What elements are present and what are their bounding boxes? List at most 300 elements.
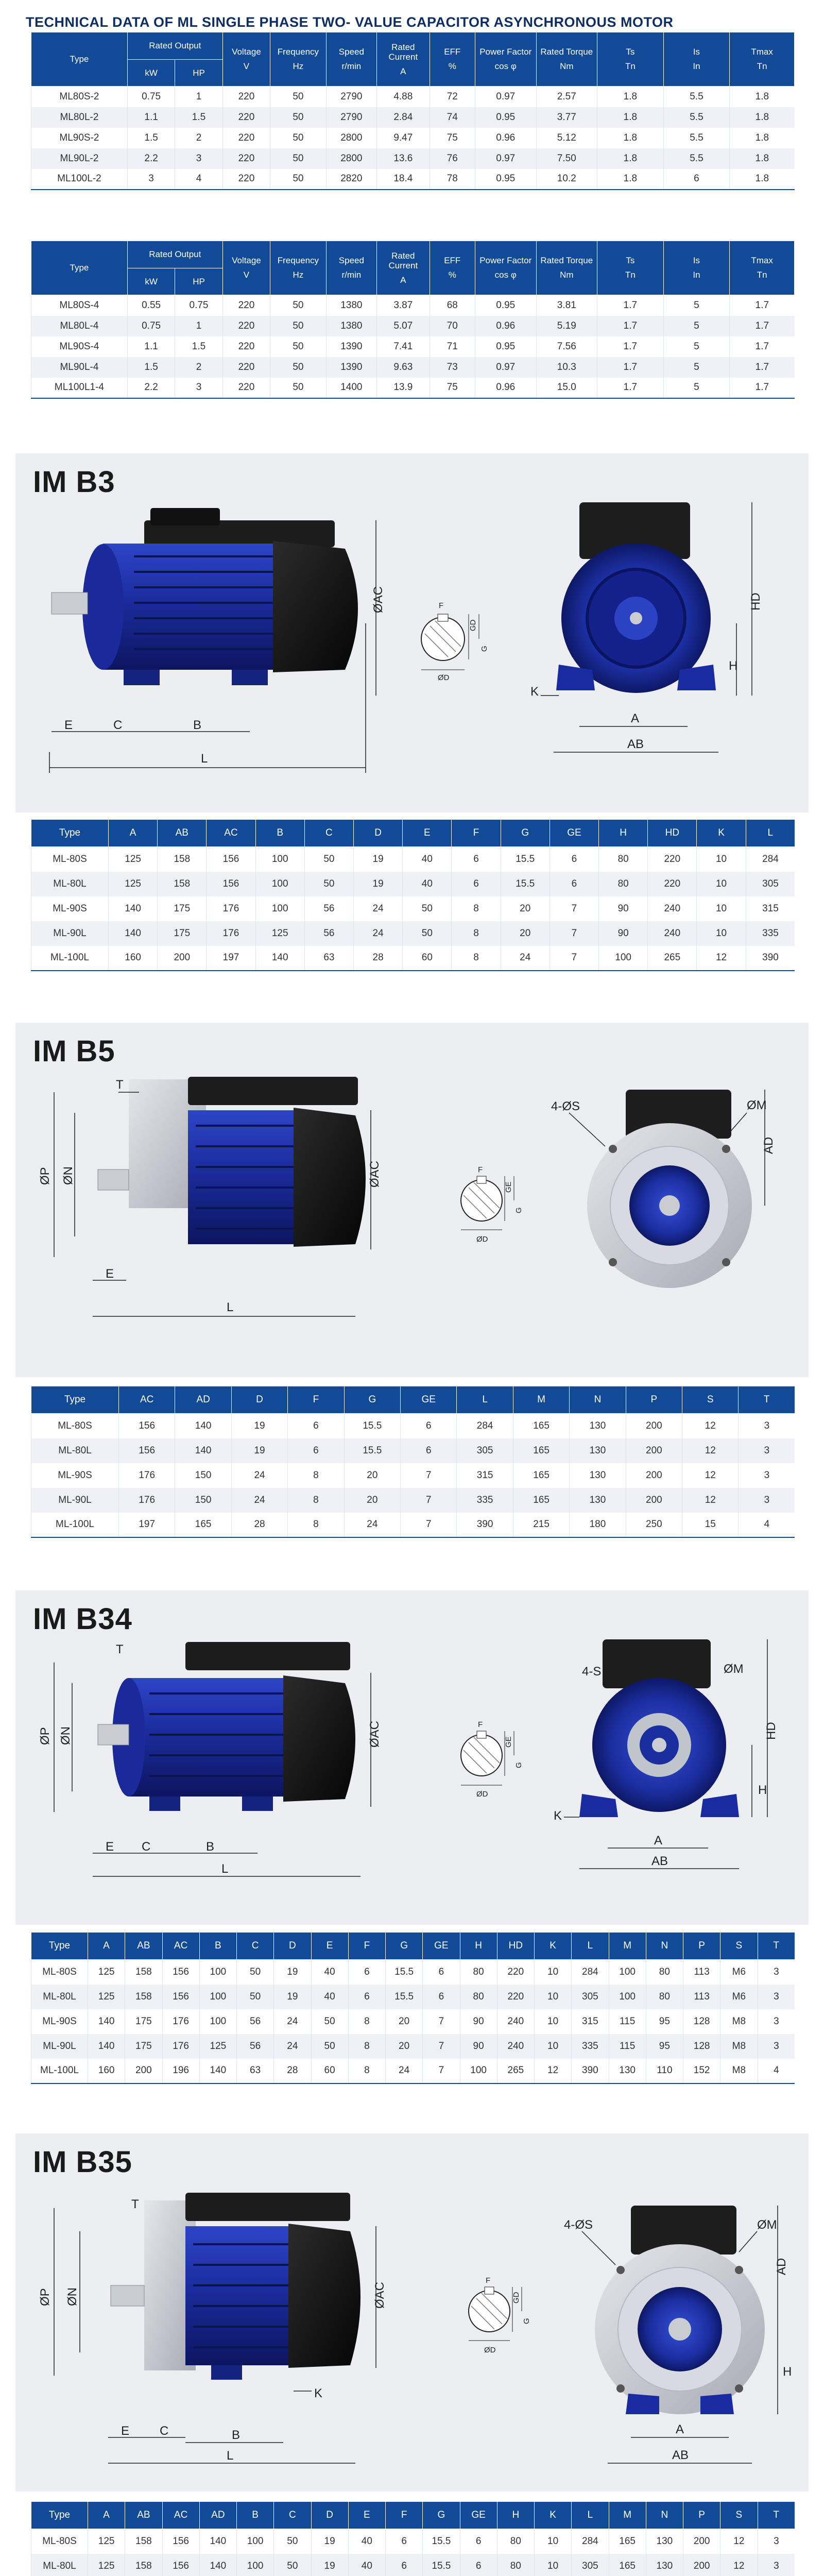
table-cell: 156 (207, 872, 255, 896)
b34-label-a: A (654, 1834, 663, 1848)
b34-label-ge: GE (504, 1736, 513, 1748)
b35-label-g: G (522, 2318, 531, 2324)
header-label: Rated Torque (540, 47, 593, 57)
table-cell: 95 (646, 2034, 683, 2059)
table-cell: ML90S-4 (31, 336, 128, 357)
table-cell: 284 (572, 2529, 609, 2554)
table-cell: 100 (460, 2059, 497, 2083)
b34-label-b: B (206, 1840, 215, 1854)
column-header-type: Type (31, 241, 128, 295)
tech-table-4pole (31, 241, 795, 399)
table-cell: 10 (535, 2034, 572, 2059)
column-header: AB (125, 1933, 162, 1960)
table-cell: 24 (344, 1513, 400, 1537)
table-cell: 390 (572, 2059, 609, 2083)
column-header: H (497, 2502, 534, 2529)
header-label: Speed (338, 47, 364, 57)
column-header: GE (550, 820, 598, 847)
table-cell: ML-90S (31, 896, 109, 921)
b35-dimension-table (31, 2501, 795, 2576)
table-cell: ML-90S (31, 2009, 88, 2034)
table-cell: 305 (572, 2554, 609, 2576)
column-header: T (758, 1933, 795, 1960)
table-cell: 197 (207, 946, 255, 971)
table-cell: 4 (739, 1513, 795, 1537)
table-cell: 3 (175, 148, 222, 169)
column-header: AB (125, 2502, 162, 2529)
table-cell: 113 (683, 1985, 720, 2009)
table-cell: 200 (683, 2529, 720, 2554)
table-row (31, 2529, 795, 2554)
table-cell: 19 (231, 1414, 287, 1438)
header-label: Ts (626, 256, 635, 266)
table-cell: 0.96 (475, 128, 536, 148)
table-cell: 1.8 (597, 169, 664, 190)
table-cell: 140 (175, 1438, 231, 1463)
b35-label-a: A (676, 2422, 684, 2436)
section-im-b3 (15, 453, 809, 812)
table-cell: 19 (274, 1960, 311, 1985)
b3-label-hd: HD (749, 592, 763, 611)
table-cell: 1.5 (175, 336, 222, 357)
table-cell: 220 (222, 295, 270, 316)
column-header: D (311, 2502, 348, 2529)
table-cell: 220 (222, 336, 270, 357)
table-cell: 1.7 (597, 357, 664, 378)
b5-dimension-table (31, 1386, 795, 1538)
table-row (31, 1960, 795, 1985)
table-cell: 125 (109, 872, 158, 896)
table-cell: 125 (88, 1960, 125, 1985)
table-cell: 125 (199, 2034, 236, 2059)
table-cell: 128 (683, 2034, 720, 2059)
table-cell: 1.7 (730, 336, 795, 357)
header-label: Voltage (232, 256, 261, 266)
table-cell: 76 (430, 148, 475, 169)
table-cell: 5 (663, 295, 730, 316)
column-header: S (720, 1933, 758, 1960)
table-cell: 20 (501, 896, 550, 921)
table-cell: 56 (237, 2034, 274, 2059)
table-cell: 3 (739, 1414, 795, 1438)
table-row (31, 1488, 795, 1513)
table-cell: 1.1 (127, 336, 175, 357)
table-cell: 15.5 (501, 872, 550, 896)
column-header: K (535, 1933, 572, 1960)
column-header (222, 32, 270, 87)
table-cell: 7 (550, 921, 598, 946)
table-cell: 50 (274, 2554, 311, 2576)
table-cell: 100 (609, 1985, 646, 2009)
table-cell: 2790 (326, 107, 376, 128)
table-cell: 50 (270, 169, 327, 190)
column-header: K (697, 820, 746, 847)
table-cell: 128 (683, 2009, 720, 2034)
table-cell: 158 (125, 1985, 162, 2009)
table-cell: 8 (288, 1513, 344, 1537)
table-cell: 80 (497, 2554, 534, 2576)
b35-drawings (15, 2133, 809, 2492)
table-cell: 6 (550, 872, 598, 896)
table-cell: 12 (682, 1438, 739, 1463)
table-cell: 5.07 (377, 316, 430, 336)
b3-label-c: C (113, 718, 123, 732)
table-cell: 140 (255, 946, 304, 971)
table-cell: 110 (646, 2059, 683, 2083)
table-cell: 165 (609, 2554, 646, 2576)
table-cell: ML-90L (31, 1488, 119, 1513)
b35-label-l: L (227, 2449, 234, 2463)
table-row (31, 1513, 795, 1537)
table-cell: 200 (125, 2059, 162, 2083)
b34-label-e: E (106, 1840, 114, 1854)
table-cell: 197 (119, 1513, 175, 1537)
column-header (430, 32, 475, 87)
header-label: Frequency (277, 47, 319, 57)
column-header: C (274, 2502, 311, 2529)
header-label: Tmax (751, 47, 773, 57)
column-header (270, 32, 327, 87)
table-cell: M8 (720, 2034, 758, 2059)
table-cell: 63 (304, 946, 353, 971)
table-cell: 100 (599, 946, 648, 971)
b5-label-n: ØN (61, 1166, 75, 1185)
table-cell: 75 (430, 378, 475, 398)
table-cell: 220 (222, 148, 270, 169)
column-header: F (288, 1386, 344, 1414)
table-cell: 8 (452, 921, 501, 946)
column-header-kw: kW (127, 60, 175, 87)
table-cell: 71 (430, 336, 475, 357)
b35-label-h: H (783, 2365, 792, 2379)
table-cell: 10 (535, 2529, 572, 2554)
b3-label-b: B (193, 718, 202, 732)
table-row (31, 896, 795, 921)
b34-label-hd: HD (764, 1722, 778, 1740)
table-cell: 7 (423, 2009, 460, 2034)
table-cell: 78 (430, 169, 475, 190)
column-header: M (609, 1933, 646, 1960)
table-cell: 2 (175, 357, 222, 378)
table-cell: 60 (311, 2059, 348, 2083)
table-cell: 3.87 (377, 295, 430, 316)
table-cell: 8 (288, 1463, 344, 1488)
table-cell: 156 (119, 1438, 175, 1463)
table-cell: ML-100L (31, 2059, 88, 2083)
table-cell: 1380 (326, 316, 376, 336)
table-cell: 80 (460, 1985, 497, 2009)
table-cell: M8 (720, 2059, 758, 2083)
table-row (31, 847, 795, 872)
table-cell: 158 (125, 2554, 162, 2576)
table-cell: 50 (270, 148, 327, 169)
column-header: G (501, 820, 550, 847)
table-cell: 335 (746, 921, 795, 946)
table-cell: 130 (570, 1438, 626, 1463)
table-cell: 7.50 (536, 148, 597, 169)
b35-label-f: F (486, 2276, 491, 2285)
table-cell: 240 (648, 896, 697, 921)
table-cell: 24 (231, 1463, 287, 1488)
table-cell: 220 (497, 1960, 534, 1985)
header-unit: V (243, 61, 250, 71)
b35-label-c: C (160, 2424, 169, 2438)
header-label: Rated Current (388, 250, 418, 271)
table-cell: 3 (758, 1985, 795, 2009)
header-label: Is (693, 47, 700, 57)
column-header: K (535, 2502, 572, 2529)
table-cell: 90 (599, 896, 648, 921)
table-cell: 19 (311, 2554, 348, 2576)
table-cell: 5.5 (663, 148, 730, 169)
column-header: P (626, 1386, 682, 1414)
table-cell: 90 (460, 2034, 497, 2059)
table-cell: 125 (88, 1985, 125, 2009)
table-cell: 50 (311, 2034, 348, 2059)
column-header: C (304, 820, 353, 847)
table-cell: 156 (162, 1960, 199, 1985)
table-cell: 56 (304, 896, 353, 921)
section-title: IM B35 (33, 2145, 132, 2179)
table-cell: 125 (88, 2554, 125, 2576)
b5-label-e: E (106, 1267, 114, 1281)
table-cell: 305 (457, 1438, 513, 1463)
b35-label-n: ØN (65, 2287, 79, 2306)
b5-side-view-motor (98, 1077, 366, 1247)
table-cell: 50 (237, 1960, 274, 1985)
table-row (31, 169, 795, 190)
table-cell: 156 (207, 847, 255, 872)
table-cell: 20 (386, 2009, 423, 2034)
table-cell: ML90L-2 (31, 148, 128, 169)
table-cell: 115 (609, 2034, 646, 2059)
header-label: Rated Current (388, 42, 418, 62)
table-cell: 100 (199, 2009, 236, 2034)
table-row (31, 1414, 795, 1438)
table-cell: 1.8 (597, 87, 664, 107)
table-row (31, 107, 795, 128)
table-cell: 1390 (326, 336, 376, 357)
header-label: Is (693, 256, 700, 266)
b3-label-ab: AB (627, 737, 644, 751)
b5-label-ge: GE (504, 1181, 513, 1193)
table-cell: 6 (663, 169, 730, 190)
table-cell: 3 (758, 2009, 795, 2034)
table-cell: 3 (739, 1488, 795, 1513)
table-cell: 1380 (326, 295, 376, 316)
table-cell: 0.75 (127, 316, 175, 336)
column-header: L (457, 1386, 513, 1414)
table-cell: 50 (270, 336, 327, 357)
b3-label-k: K (530, 685, 539, 699)
column-header (326, 32, 376, 87)
table-cell: 6 (288, 1438, 344, 1463)
column-header: L (572, 1933, 609, 1960)
b35-label-b: B (232, 2428, 241, 2442)
b5-front-view-motor (587, 1090, 752, 1288)
table-cell: ML80L-4 (31, 316, 128, 336)
table-cell: 284 (572, 1960, 609, 1985)
column-header: E (403, 820, 452, 847)
b34-label-h: H (758, 1783, 767, 1797)
table-cell: 176 (162, 2034, 199, 2059)
column-header: L (746, 820, 795, 847)
column-header-type: Type (31, 32, 128, 87)
header-unit: Tn (625, 270, 636, 280)
table-row (31, 946, 795, 971)
column-header: GE (460, 2502, 497, 2529)
b35-label-gd: GD (512, 2292, 521, 2303)
table-cell: 200 (683, 2554, 720, 2576)
table-cell: 0.97 (475, 148, 536, 169)
table-cell: 130 (646, 2529, 683, 2554)
header-unit: A (400, 66, 406, 76)
column-header: H (599, 820, 648, 847)
header-unit: r/min (341, 61, 362, 71)
table-cell: 180 (570, 1513, 626, 1537)
table-cell: 115 (609, 2009, 646, 2034)
b3-label-f: F (439, 601, 444, 610)
table-cell: 1.8 (730, 148, 795, 169)
table-cell: 0.96 (475, 316, 536, 336)
table-cell: 13.6 (377, 148, 430, 169)
b3-label-d: ØD (438, 673, 450, 682)
table-cell: 50 (270, 316, 327, 336)
section-title: IM B5 (33, 1035, 115, 1068)
table-cell: 156 (119, 1414, 175, 1438)
column-header: Type (31, 2502, 88, 2529)
table-cell: 305 (572, 1985, 609, 2009)
table-cell: 6 (423, 1960, 460, 1985)
table-cell: 15.5 (344, 1414, 400, 1438)
table-cell: 6 (452, 872, 501, 896)
table-cell: 3 (758, 2529, 795, 2554)
table-cell: 63 (237, 2059, 274, 2083)
table-cell: 6 (386, 2529, 423, 2554)
table-row (31, 872, 795, 896)
table-cell: 20 (344, 1488, 400, 1513)
table-cell: 0.96 (475, 378, 536, 398)
table-cell: 6 (348, 1960, 385, 1985)
header-unit: Tn (757, 270, 767, 280)
table-cell: 10 (535, 2009, 572, 2034)
header-unit: Tn (625, 61, 636, 71)
table-cell: 50 (270, 357, 327, 378)
b34-label-k: K (554, 1809, 562, 1823)
table-cell: 1.7 (730, 378, 795, 398)
column-header: B (199, 1933, 236, 1960)
column-header: B (255, 820, 304, 847)
b3-label-gd: GD (469, 619, 477, 631)
column-header: G (344, 1386, 400, 1414)
column-header (597, 241, 664, 295)
b35-label-m: ØM (757, 2218, 777, 2232)
table-cell: 390 (457, 1513, 513, 1537)
column-header (730, 241, 795, 295)
header-unit: cos φ (494, 270, 517, 280)
table-cell: 100 (609, 1960, 646, 1985)
column-header: S (682, 1386, 739, 1414)
b3-label-g: G (480, 646, 489, 652)
table-cell: 140 (199, 2529, 236, 2554)
table-cell: 305 (746, 872, 795, 896)
table-cell: 12 (535, 2059, 572, 2083)
table-cell: 1 (175, 316, 222, 336)
table-row (31, 357, 795, 378)
table-cell: 56 (304, 921, 353, 946)
table-cell: ML-80S (31, 2529, 88, 2554)
table-cell: 1.5 (127, 357, 175, 378)
table-cell: ML80S-4 (31, 295, 128, 316)
column-header-hp: HP (175, 268, 222, 295)
column-header (663, 32, 730, 87)
table-cell: ML-100L (31, 946, 109, 971)
table-cell: 176 (162, 2009, 199, 2034)
table-cell: 7.56 (536, 336, 597, 357)
table-cell: 8 (348, 2009, 385, 2034)
table-cell: 215 (513, 1513, 569, 1537)
header-unit: Nm (560, 61, 574, 71)
column-header: N (646, 1933, 683, 1960)
table-cell: ML-100L (31, 1513, 119, 1537)
table-cell: 5.12 (536, 128, 597, 148)
table-cell: 10 (697, 847, 746, 872)
header-label: Voltage (232, 47, 261, 57)
b3-label-h: H (729, 659, 738, 673)
table-cell: 72 (430, 87, 475, 107)
table-cell: 3.81 (536, 295, 597, 316)
b5-label-d: ØD (476, 1235, 488, 1244)
table-cell: 130 (570, 1463, 626, 1488)
table-cell: 130 (609, 2059, 646, 2083)
column-header: B (237, 2502, 274, 2529)
table-cell: 50 (403, 896, 452, 921)
table-cell: 10 (697, 896, 746, 921)
column-header: G (386, 1933, 423, 1960)
table-cell: ML-80L (31, 872, 109, 896)
header-unit: Nm (560, 270, 574, 280)
column-header (730, 32, 795, 87)
table-cell: 7 (401, 1513, 457, 1537)
table-cell: 1.5 (127, 128, 175, 148)
table-cell: 196 (162, 2059, 199, 2083)
table-cell: 1390 (326, 357, 376, 378)
b34-label-n: ØN (59, 1726, 73, 1745)
table-cell: 140 (109, 896, 158, 921)
table-cell: 1.8 (597, 107, 664, 128)
table-cell: 240 (497, 2034, 534, 2059)
table-cell: M6 (720, 1985, 758, 2009)
table-cell: 175 (158, 921, 207, 946)
table-cell: 12 (682, 1463, 739, 1488)
b5-drawings (15, 1023, 809, 1377)
table-cell: 4 (175, 169, 222, 190)
table-row (31, 148, 795, 169)
table-cell: 5.19 (536, 316, 597, 336)
table-cell: 50 (270, 87, 327, 107)
table-row (31, 336, 795, 357)
table-cell: 0.55 (127, 295, 175, 316)
table-cell: 60 (403, 946, 452, 971)
table-cell: 50 (270, 107, 327, 128)
header-label: Ts (626, 47, 635, 57)
column-header: A (88, 2502, 125, 2529)
table-cell: 100 (255, 872, 304, 896)
b35-label-s: 4-ØS (564, 2218, 593, 2232)
section-im-b34 (15, 1590, 809, 1925)
table-cell: 176 (207, 921, 255, 946)
table-cell: 8 (348, 2059, 385, 2083)
